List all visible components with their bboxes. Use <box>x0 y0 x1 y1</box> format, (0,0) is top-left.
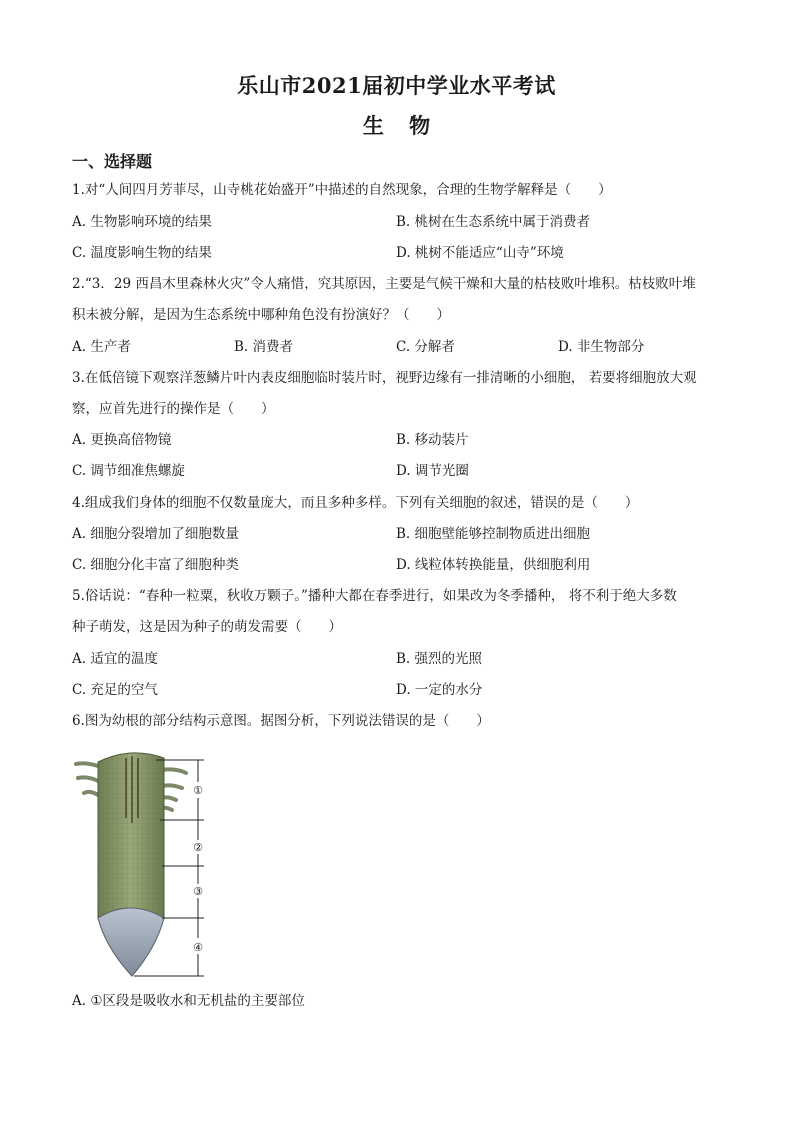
root-tip-diagram <box>72 748 212 980</box>
question-2-stem-line-1: 2.“3．29 西昌木里森林火灾”令人痛惜，究其原因，主要是气候干燥和大量的枯枝败叶堆积。枯枝败叶堆 <box>72 276 696 292</box>
question-4-option-c: C. 细胞分化丰富了细胞种类 <box>72 557 239 573</box>
label-zone-3: ③ <box>193 885 203 898</box>
question-2-option-a: A. 生产者 <box>72 339 131 355</box>
question-4-stem: 4.组成我们身体的细胞不仅数量庞大，而且多种多样。下列有关细胞的叙述，错误的是（ ） <box>72 495 639 511</box>
question-5-stem-line-1: 5.俗话说：“春种一粒粟，秋收万颗子。”播种大都在春季进行，如果改为冬季播种， 将不利于绝大多数 <box>72 588 677 604</box>
label-zone-4: ④ <box>193 941 203 954</box>
subject-title: 生 物 <box>362 113 431 138</box>
question-2-option-c: C. 分解者 <box>396 339 455 355</box>
question-1-option-b: B. 桃树在生态系统中属于消费者 <box>396 214 591 230</box>
question-3-option-b: B. 移动装片 <box>396 432 469 448</box>
question-3-option-c: C. 调节细准焦螺旋 <box>72 463 185 479</box>
question-2-option-b: B. 消费者 <box>234 339 294 355</box>
question-1-stem: 1.对“人间四月芳菲尽，山寺桃花始盛开”中描述的自然现象，合理的生物学解释是（ ） <box>72 182 612 198</box>
question-1-option-a: A. 生物影响环境的结果 <box>72 214 212 230</box>
question-4-option-a: A. 细胞分裂增加了细胞数量 <box>72 526 239 542</box>
question-2-option-d: D. 非生物部分 <box>558 339 645 355</box>
question-2-stem-line-2: 积未被分解，是因为生态系统中哪种角色没有扮演好？（ ） <box>72 307 450 323</box>
question-5-option-a: A. 适宜的温度 <box>72 651 158 667</box>
question-3-option-d: D. 调节光圈 <box>396 463 469 479</box>
section-heading: 一、选择题 <box>72 152 153 171</box>
question-3-stem-line-1: 3.在低倍镜下观察洋葱鳞片叶内表皮细胞临时装片时，视野边缘有一排清晰的小细胞， 若要将细胞放大观 <box>72 370 697 386</box>
question-5-stem-line-2: 种子萌发，这是因为种子的萌发需要（ ） <box>72 619 342 635</box>
label-zone-1: ① <box>193 784 203 797</box>
question-6-option-a: A. ①区段是吸收水和无机盐的主要部位 <box>72 993 305 1009</box>
question-3-option-a: A. 更换高倍物镜 <box>72 432 172 448</box>
question-5-option-d: D. 一定的水分 <box>396 682 483 698</box>
question-6-stem: 6.图为幼根的部分结构示意图。据图分析，下列说法错误的是（ ） <box>72 713 490 729</box>
question-5-option-b: B. 强烈的光照 <box>396 651 483 667</box>
exam-title: 乐山市2021届初中学业水平考试 <box>237 73 556 98</box>
question-1-option-d: D. 桃树不能适应“山寺”环境 <box>396 245 564 261</box>
question-4-option-b: B. 细胞壁能够控制物质进出细胞 <box>396 526 591 542</box>
question-5-option-c: C. 充足的空气 <box>72 682 158 698</box>
question-1-option-c: C. 温度影响生物的结果 <box>72 245 212 261</box>
question-4-option-d: D. 线粒体转换能量，供细胞利用 <box>396 557 591 573</box>
question-3-stem-line-2: 察，应首先进行的操作是（ ） <box>72 401 275 417</box>
label-zone-2: ② <box>193 841 203 854</box>
